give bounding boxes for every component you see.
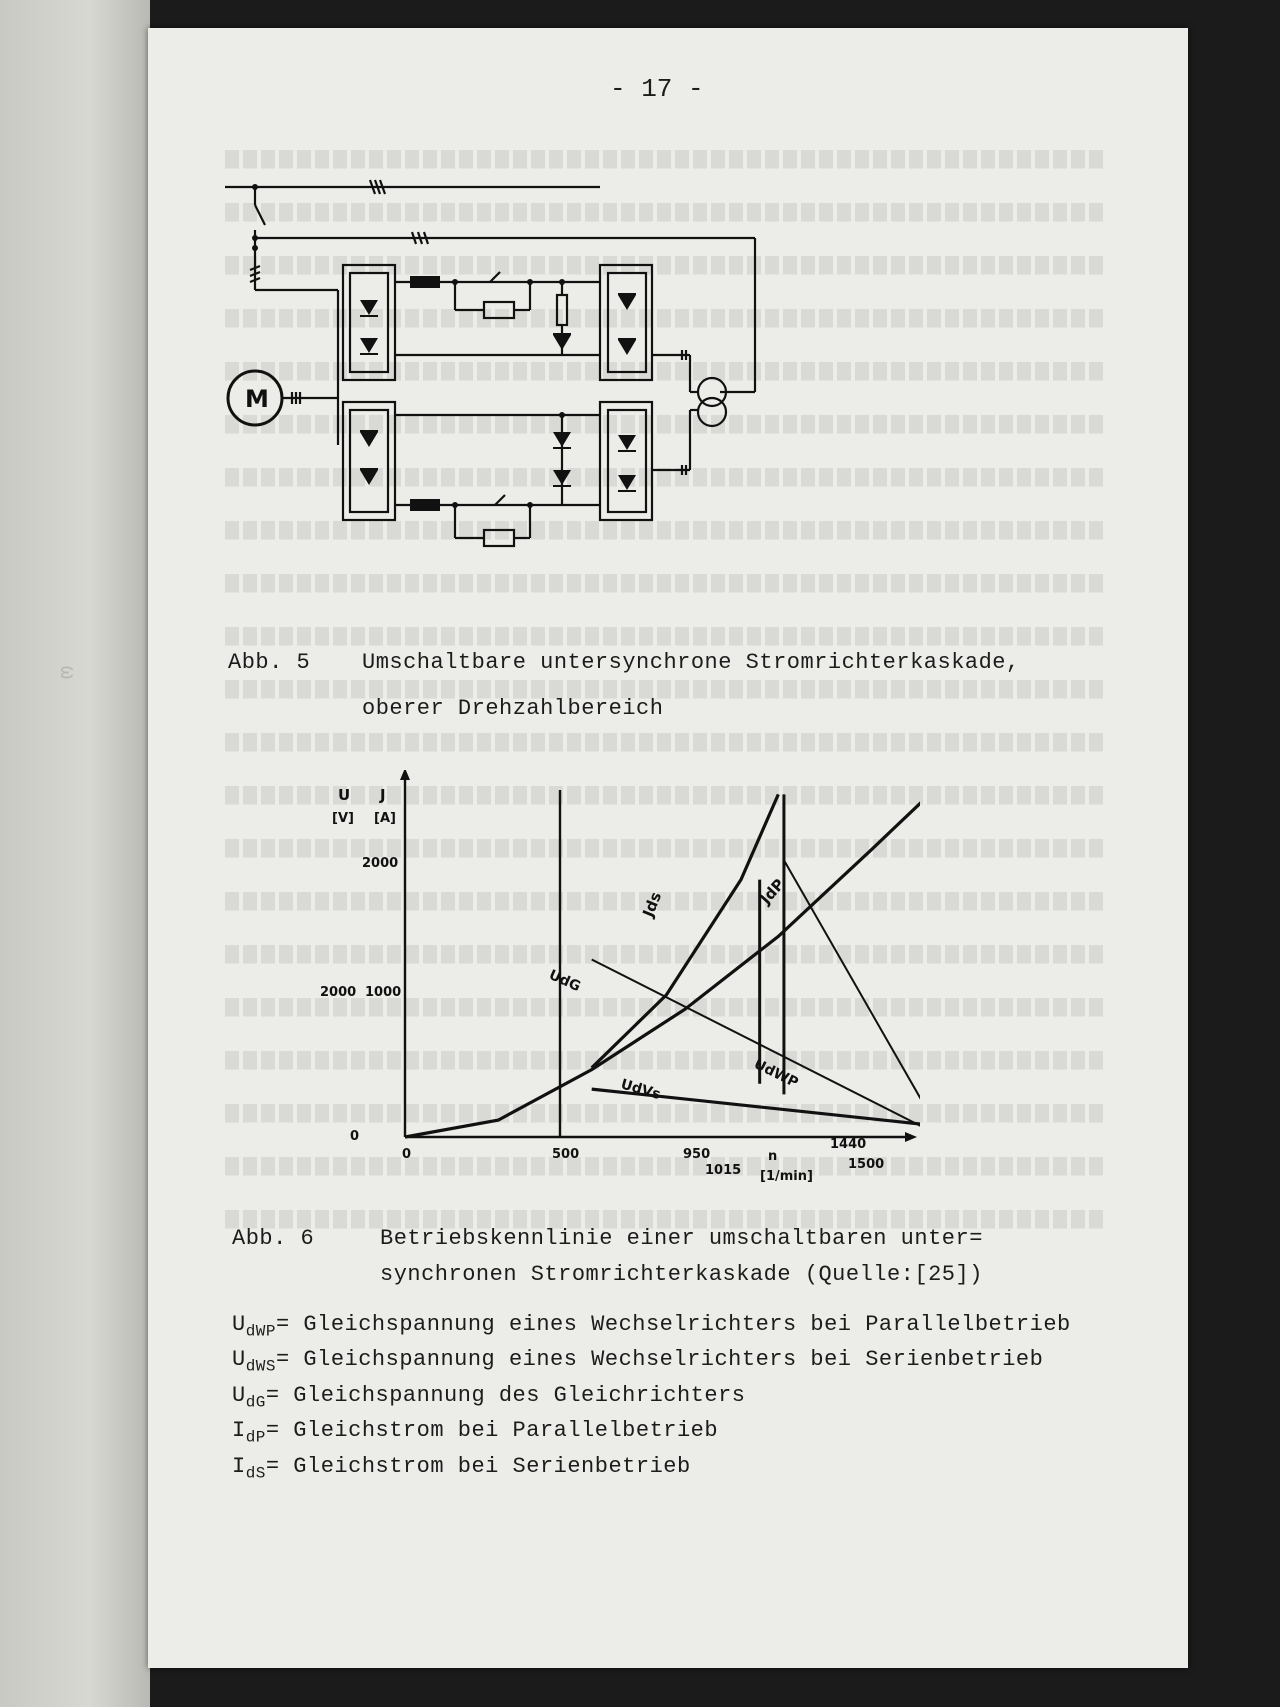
circuit-diagram <box>200 170 840 590</box>
xlabel: n <box>768 1149 778 1164</box>
legend-text: = Gleichstrom bei Parallelbetrieb <box>265 1418 719 1443</box>
facing-page <box>0 0 150 1707</box>
y-tick-u-2000: 2000 <box>320 985 357 1000</box>
label-udg: UdG <box>546 967 583 996</box>
xlabel-unit: [1/min] <box>760 1169 813 1184</box>
x-tick-950: 950 <box>683 1147 711 1162</box>
series-udg <box>592 960 920 1138</box>
legend-item <box>232 1347 1043 1375</box>
x-tick-1500: 1500 <box>848 1157 885 1172</box>
legend-item <box>232 1383 745 1411</box>
fig5-caption-label: Abb. 5 <box>228 650 311 675</box>
legend-text: = Gleichspannung eines Wechselrichters bei Serienbetrieb <box>276 1347 1044 1372</box>
x-axis-arrow <box>905 1132 917 1142</box>
series-jdp <box>405 782 920 1137</box>
motor-label: M <box>245 385 269 413</box>
ylabel-j: J <box>380 786 386 804</box>
fig6-caption-label: Abb. 6 <box>232 1226 315 1251</box>
page-number: - 17 - <box>610 74 704 104</box>
fig6-caption-line2: synchronen Stromrichterkaskade (Quelle:[25]) <box>380 1262 983 1287</box>
legend-text: = Gleichspannung des Gleichrichters <box>265 1383 746 1408</box>
legend-subscript: dWP <box>245 1322 277 1341</box>
ghost-mark: ω <box>54 665 80 680</box>
legend-subscript: dP <box>245 1428 266 1447</box>
characteristic-chart <box>320 770 920 1200</box>
y-axis-arrow <box>400 770 410 780</box>
x-tick-500: 500 <box>552 1147 580 1162</box>
y-tick-j-1000: 1000 <box>365 985 402 1000</box>
legend-text: = Gleichspannung eines Wechselrichters bei Parallelbetrieb <box>276 1312 1071 1337</box>
legend-symbol: U <box>232 1312 246 1337</box>
legend-subscript: dWS <box>245 1357 277 1376</box>
label-udwp: UdWP <box>751 1056 801 1092</box>
fig5-caption-line2: oberer Drehzahlbereich <box>362 696 664 721</box>
label-jds: Jds <box>639 889 666 920</box>
legend-symbol: I <box>232 1454 246 1479</box>
legend-item <box>232 1312 1071 1340</box>
x-tick-1015: 1015 <box>705 1163 742 1178</box>
y-tick-0: 0 <box>350 1129 360 1144</box>
legend-item <box>232 1418 718 1446</box>
ylabel-u: U <box>338 786 351 804</box>
fig5-caption-line1: Umschaltbare untersynchrone Stromrichterkaskade, <box>362 650 1020 675</box>
legend-text: = Gleichstrom bei Serienbetrieb <box>265 1454 691 1479</box>
label-jdp: JdP <box>756 875 789 908</box>
legend-item <box>232 1454 691 1482</box>
legend-subscript: dG <box>245 1393 266 1412</box>
x-tick-0: 0 <box>402 1147 412 1162</box>
legend-subscript: dS <box>245 1464 266 1483</box>
series-jds <box>592 794 779 1067</box>
label-udvs: UdVs <box>618 1076 663 1104</box>
legend-symbol: U <box>232 1383 246 1408</box>
fig6-caption-line1: Betriebskennlinie einer umschaltbaren unter= <box>380 1226 983 1251</box>
ylabel-j-unit: [A] <box>374 811 396 826</box>
ylabel-u-unit: [V] <box>332 811 354 826</box>
legend-symbol: I <box>232 1418 246 1443</box>
series-udwp <box>784 860 920 1137</box>
x-tick-1440: 1440 <box>830 1137 867 1152</box>
legend-symbol: U <box>232 1347 246 1372</box>
y-tick-j-2000: 2000 <box>362 856 399 871</box>
